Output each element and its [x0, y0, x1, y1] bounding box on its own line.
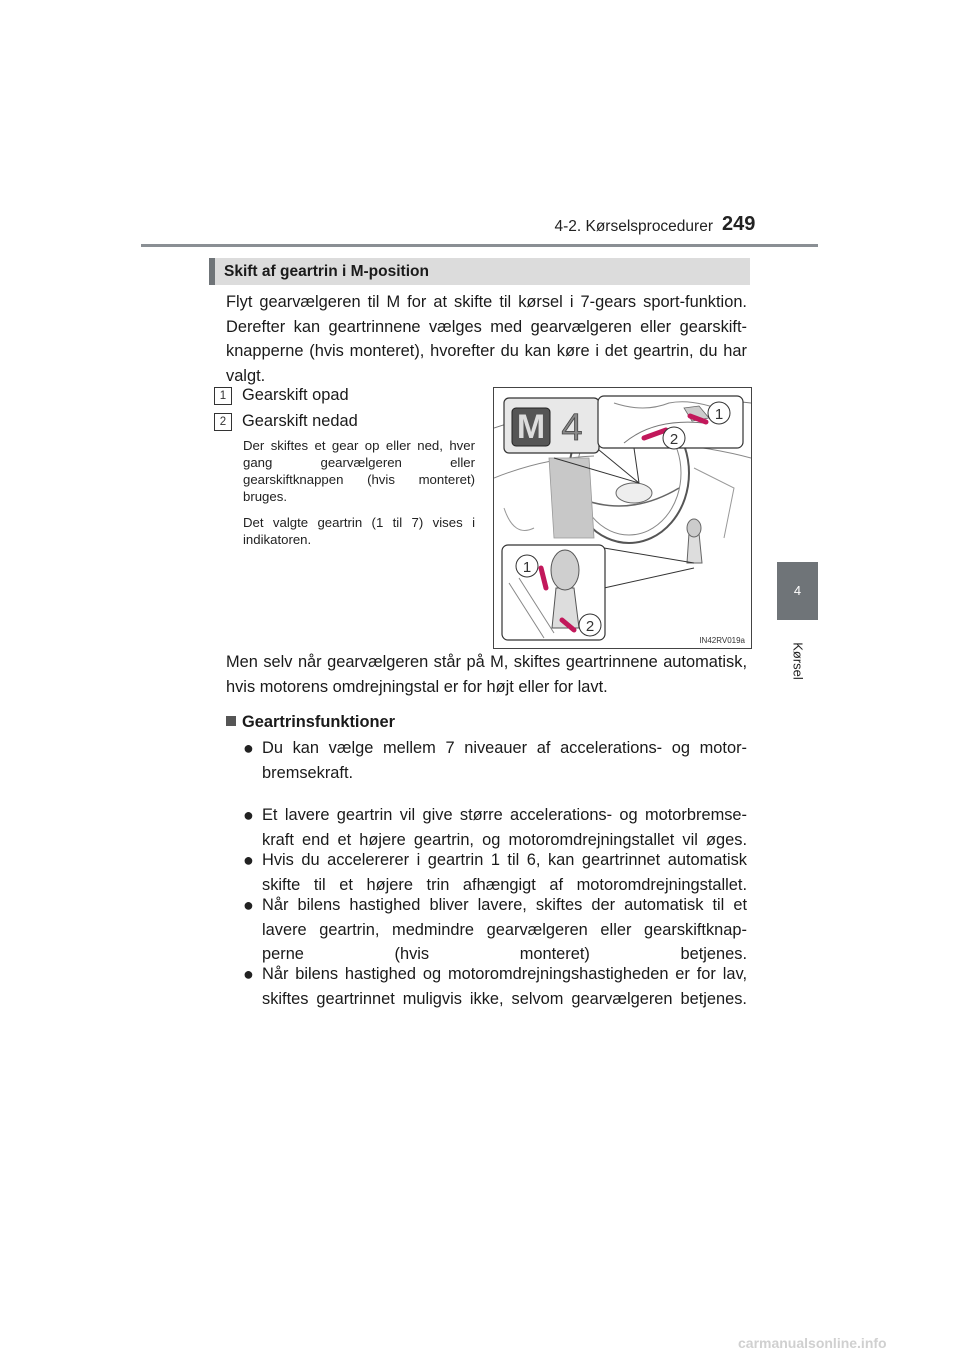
step-label: Gearskift nedad: [242, 412, 358, 430]
bullet-line: skiftes geartrinnet muligvis ikke, selvom gearvælgeren betjenes.: [262, 989, 747, 1008]
intro-line: Flyt gearvælgeren til M for at skifte til kørsel i 7-gears sport-funktion.: [226, 293, 747, 311]
bullet-line: bremsekraft.: [262, 763, 354, 782]
gear-indicator-letter: M: [516, 408, 546, 446]
note-text: Det valgte geartrin (1 til 7) vises i indikatoren.: [243, 515, 475, 547]
section-heading-accent: [209, 258, 215, 285]
intro-line: knapperne (hvis monteret), hvorefter du kan køre i det geartrin, du har: [226, 342, 747, 360]
chapter-tab: [777, 620, 818, 702]
step-item: [214, 384, 474, 408]
page-number: 249: [722, 213, 756, 235]
bullet-line: lavere geartrin, medmindre gearvælgeren eller gearskiftknap-: [262, 920, 747, 939]
bullet-dot-icon: ●: [243, 895, 254, 915]
callout-2-lever: 2: [585, 618, 595, 635]
gear-indicator-number: 4: [561, 407, 583, 449]
bullet-dot-icon: ●: [243, 964, 254, 984]
callout-1-top: 1: [714, 406, 724, 423]
intro-line: Derefter kan geartrinnene vælges med gearvælgeren eller gearskift-: [226, 317, 747, 336]
callout-2-top: 2: [669, 431, 679, 448]
watermark-text: carmanualsonline.info: [738, 1335, 887, 1351]
bullet-item: [243, 848, 747, 897]
after-line: Men selv når gearvælgeren står på M, skiftes geartrinnene automatisk,: [226, 653, 747, 671]
after-paragraph: [226, 650, 747, 699]
bullet-line: Du kan vælge mellem 7 niveauer af accelerations- og motor-: [262, 739, 747, 757]
note-text: Der skiftes et gear op eller ned, hver gang gearvælgeren eller gearskiftknappen (hvis monteret) bruges.: [243, 438, 475, 504]
illustration-code: IN42RV019a: [699, 636, 745, 645]
intro-line: valgt.: [226, 366, 266, 385]
intro-paragraph: [226, 290, 747, 388]
bullet-item: [243, 803, 747, 852]
bullet-item: [243, 736, 747, 785]
bullet-line: Hvis du accelererer i geartrin 1 til 6, kan geartrinnet automatisk: [262, 851, 747, 869]
bullet-dot-icon: ●: [243, 805, 254, 825]
step-number-badge: 1: [214, 387, 232, 405]
section-title: Skift af geartrin i M-position: [224, 263, 429, 280]
subsection-heading: [226, 710, 395, 734]
step-number-badge: 2: [214, 413, 232, 431]
bullet-item: [243, 893, 747, 967]
bullet-line: skifte til et højere trin afhængigt af motoromdrejningstallet.: [262, 875, 747, 894]
gear-shift-illustration: [493, 387, 752, 649]
chapter-tab-label: Kørsel: [790, 642, 805, 680]
bullet-dot-icon: ●: [243, 738, 254, 758]
bullet-line: Når bilens hastighed og motoromdrejningshastigheden er for lav,: [262, 965, 747, 983]
bullet-dot-icon: ●: [243, 850, 254, 870]
subsection-title: Geartrinsfunktioner: [242, 713, 396, 731]
bullet-line: perne (hvis monteret) betjenes.: [262, 945, 747, 963]
bullet-line: kraft end et højere geartrin, og motoromdrejningstallet vil øges.: [262, 830, 747, 849]
bullet-item: [243, 962, 747, 1011]
callout-1-lever: 1: [522, 559, 532, 576]
chapter-tab-number: 4: [777, 562, 818, 620]
bullet-line: Når bilens hastighed bliver lavere, skiftes der automatisk til et: [262, 896, 747, 914]
step-label: Gearskift opad: [242, 386, 349, 404]
bullet-line: Et lavere geartrin vil give større accelerations- og motorbremse-: [262, 806, 747, 824]
after-line: hvis motorens omdrejningstal er for højt eller for lavt.: [226, 677, 608, 696]
step-item: [214, 410, 474, 434]
header-section-title: 4-2. Kørselsprocedurer: [554, 218, 713, 235]
square-bullet-icon: [226, 716, 236, 726]
header-divider: [141, 244, 818, 247]
dashboard-drawing: [494, 388, 751, 648]
